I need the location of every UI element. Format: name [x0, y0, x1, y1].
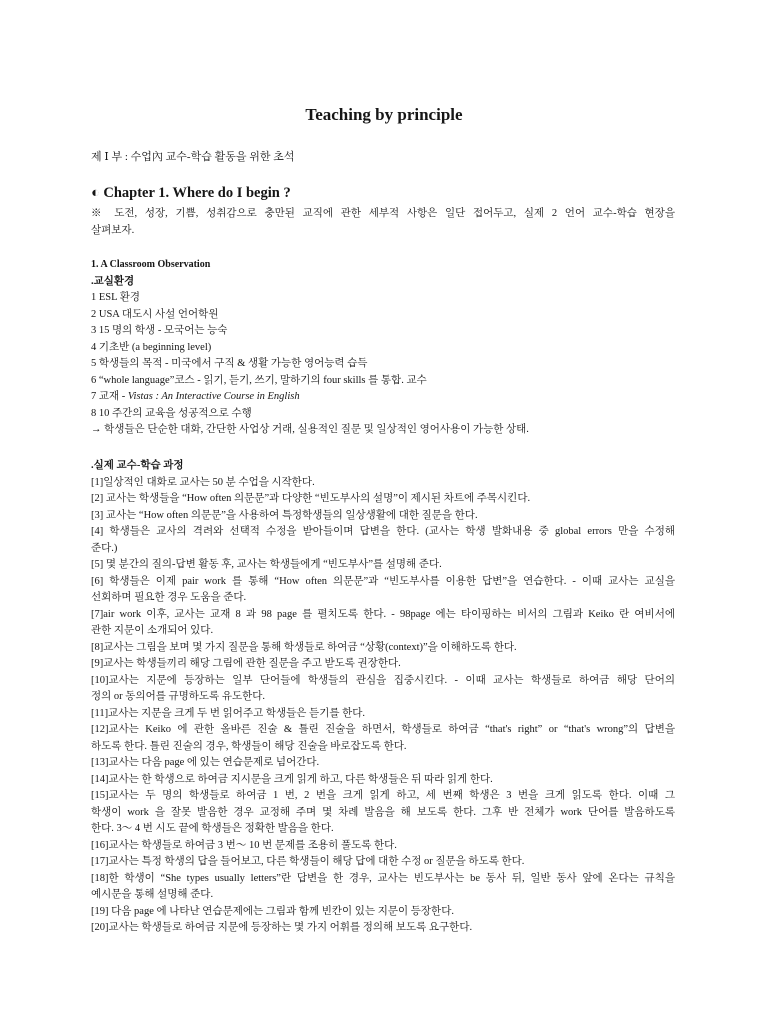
- step-item: [91, 574, 675, 607]
- environment-item: 2 USA 대도시 사설 언어학원: [91, 308, 219, 320]
- step-line: [8]교사는 그림을 보며 몇 가지 질문을 통해 학생들로 하여금 “상황(context)”을 이해하도록 한다.: [91, 641, 517, 653]
- environment-item: 6 “whole language”코스 - 읽기, 듣기, 쓰기, 말하기의 four skills 를 통합. 교수: [91, 374, 427, 386]
- step-line: [5] 몇 분간의 질의-답변 활동 후, 교사는 학생들에게 “빈도부사”를 설명해 준다.: [91, 559, 442, 570]
- step-item: [91, 920, 675, 937]
- part-heading: 제 Ⅰ 부 : 수업內 교수-학습 활동을 위한 초석: [91, 151, 295, 163]
- step-line: [15]교사는 두 명의 학생들로 하여금 1 번, 2 번을 크게 읽게 하고, 세 번째 학생은 3 번을 크게 읽도록 한다. 이때 그: [91, 790, 675, 801]
- step-line: 관한 지문이 소개되어 있다.: [91, 625, 214, 636]
- environment-item: [91, 389, 675, 406]
- step-line: [16]교사는 학생들로 하여금 3 번～ 10 번 문제를 조용히 풀도록 한다.: [91, 839, 397, 851]
- step-item: [91, 607, 675, 640]
- step-line: [1]일상적인 대화로 교사는 50 분 수업을 시작한다.: [91, 476, 315, 488]
- step-line: [3] 교사는 “How often 의문문”을 사용하여 특정학생들의 일상생활에 대한 질문을 한다.: [91, 509, 478, 521]
- step-item: [91, 871, 675, 904]
- step-line: 학생이 work 을 잘못 발음한 경우 교정해 주며 몇 차례 발음을 해 보도록 한다. 그후 반 전체가 work 단어를 발음하도록: [91, 806, 675, 818]
- step-line: [4] 학생들은 교사의 격려와 선택적 수정을 받아들이며 답변을 한다. (교사는 학생 발화내용 중 global errors 만을 수정해: [91, 526, 675, 537]
- step-line: [11]교사는 지문을 크게 두 번 읽어주고 학생들은 듣기를 한다.: [91, 707, 366, 719]
- step-item: [91, 524, 675, 557]
- step-item: [91, 557, 675, 574]
- teaching-process-section: [91, 458, 675, 937]
- environment-item: 1 ESL 환경: [91, 292, 141, 303]
- document-title: Teaching by principle: [305, 105, 463, 124]
- step-item: [91, 673, 675, 706]
- subsection-heading: .실제 교수-학습 과정: [91, 460, 184, 471]
- step-item: [91, 706, 675, 723]
- step-line: [12]교사는 Keiko 에 관한 올바른 진술 & 틀린 진술을 하면서, 학생들로 하여금 “that's right” or “that's wrong”의 답변을: [91, 724, 675, 735]
- step-line: [17]교사는 특정 학생의 답을 들어보고, 다른 학생들이 해당 답에 대한 수정 or 질문을 하도록 한다.: [91, 856, 525, 867]
- chapter-heading: ◐ Chapter 1. Where do I begin ?: [91, 185, 291, 201]
- classroom-observation-section: [91, 257, 675, 439]
- step-item: [91, 656, 675, 673]
- step-item: [91, 854, 675, 871]
- step-line: [9]교사는 학생들끼리 해당 그림에 관한 질문을 주고 받도록 권장한다.: [91, 658, 401, 669]
- intro-line: ※ 도전, 성장, 기쁨, 성취감으로 충만된 교직에 관한 세부적 사항은 일단 접어두고, 실제 2 언어 교수-학습 현장을: [91, 208, 675, 219]
- environment-item: 5 학생들의 목적 - 미국에서 구직 & 생활 가능한 영어능력 습득: [91, 358, 368, 369]
- environment-summary: → 학생들은 단순한 대화, 간단한 사업상 거래, 실용적인 질문 및 일상적인 영어사용이 가능한 상태.: [91, 424, 529, 435]
- environment-item: 3 15 명의 학생 - 모국어는 능숙: [91, 325, 228, 336]
- step-line: [7]air work 이후, 교사는 교재 8 과 98 page 를 펼치도록 한다. - 98page 에는 타이핑하는 비서의 그림과 Keiko 란 여비서에: [91, 608, 675, 620]
- step-line: [19] 다음 page 에 나타난 연습문제에는 그림과 함께 빈칸이 있는 지문이 등장한다.: [91, 905, 454, 917]
- step-item: [91, 838, 675, 855]
- environment-item: 4 기초반 (a beginning level): [91, 341, 212, 353]
- step-item: [91, 904, 675, 921]
- subsection-heading: .교실환경: [91, 275, 135, 287]
- step-item: [91, 475, 675, 492]
- textbook-title: Vistas : An Interactive Course in English: [127, 391, 300, 402]
- step-item: [91, 491, 675, 508]
- step-line: 하도록 한다. 틀린 진술의 경우, 학생들이 해당 진술을 바로잡도록 한다.: [91, 740, 407, 752]
- step-item: [91, 788, 675, 838]
- section-heading: 1. A Classroom Observation: [91, 259, 211, 270]
- step-item: [91, 640, 675, 657]
- step-line: [18]한 학생이 “She types usually letters”란 답변을 한 경우, 교사는 빈도부사는 be 동사 뒤, 일반 동사 앞에 온다는 규칙을: [91, 872, 675, 884]
- step-line: [10]교사는 지문에 등장하는 일부 단어들에 학생들의 관심을 집중시킨다. - 이때 교사는 학생들로 하여금 해당 단어의: [91, 674, 675, 686]
- step-item: [91, 755, 675, 772]
- intro-paragraph: [91, 206, 675, 239]
- step-line: [2] 교사는 학생들을 “How often 의문문”과 다양한 “빈도부사의 설명”이 제시된 차트에 주목시킨다.: [91, 493, 531, 504]
- step-line: [13]교사는 다음 page 에 있는 연습문제로 넘어간다.: [91, 757, 320, 768]
- step-item: [91, 722, 675, 755]
- environment-item: 8 10 주간의 교육을 성공적으로 수행: [91, 407, 252, 419]
- step-line: 정의 or 동의어를 규명하도록 유도한다.: [91, 691, 266, 702]
- step-line: 준다.): [91, 542, 118, 554]
- environment-item-label: 7 교재 -: [91, 391, 128, 402]
- intro-line: 살펴보자.: [91, 224, 135, 236]
- step-line: 선회하며 필요한 경우 도움을 준다.: [91, 592, 247, 603]
- step-item: [91, 772, 675, 789]
- step-line: 예시문을 통해 설명해 준다.: [91, 889, 214, 900]
- step-line: 한다. 3～ 4 번 시도 끝에 학생들은 정확한 발음을 한다.: [91, 823, 334, 834]
- step-line: [20]교사는 학생들로 하여금 지문에 등장하는 몇 가지 어휘를 정의해 보도록 요구한다.: [91, 922, 473, 933]
- step-line: [6] 학생들은 이제 pair work 를 통해 “How often 의문문”과 “빈도부사를 이용한 답변”을 연습한다. - 이때 교사는 교실을: [91, 575, 675, 587]
- step-line: [14]교사는 한 학생으로 하여금 지시문을 크게 읽게 하고, 다른 학생들은 뒤 따라 읽게 한다.: [91, 773, 493, 785]
- step-item: [91, 508, 675, 525]
